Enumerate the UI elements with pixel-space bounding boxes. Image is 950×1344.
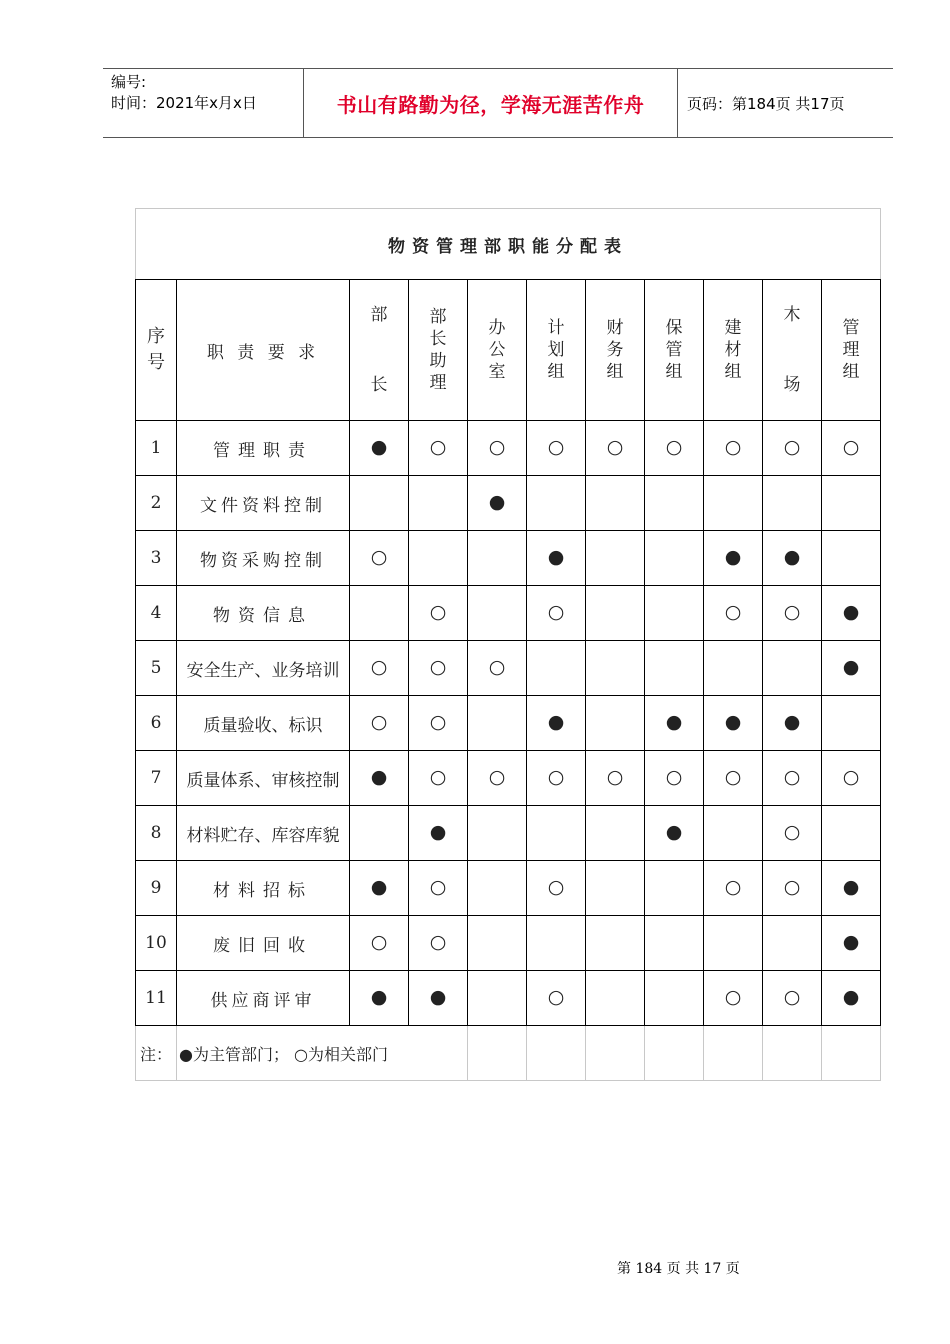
related-dept-mark: ○ — [527, 751, 586, 806]
table-row — [136, 641, 881, 696]
duty-cell: 文件资料控制 — [177, 476, 350, 531]
primary-dept-mark: ● — [527, 531, 586, 586]
seq-cell: 3 — [136, 531, 177, 586]
related-dept-mark: ○ — [763, 751, 822, 806]
seq-cell: 11 — [136, 971, 177, 1026]
table-row — [136, 586, 881, 641]
empty-cell — [350, 806, 409, 861]
primary-dept-mark: ● — [763, 531, 822, 586]
empty-cell — [645, 971, 704, 1026]
related-dept-mark: ○ — [586, 421, 645, 476]
empty-cell — [763, 641, 822, 696]
header-number: 编号: — [111, 73, 147, 91]
seq-cell: 8 — [136, 806, 177, 861]
primary-dept-mark: ● — [704, 696, 763, 751]
duty-cell: 质量验收、标识 — [177, 696, 350, 751]
related-dept-mark: ○ — [763, 971, 822, 1026]
related-dept-mark: ○ — [763, 861, 822, 916]
related-dept-mark: ○ — [704, 861, 763, 916]
legend-label: 注： — [136, 1026, 177, 1081]
header-page-cell — [678, 69, 893, 137]
primary-dept-mark: ● — [763, 696, 822, 751]
empty-cell — [527, 916, 586, 971]
empty-cell — [645, 861, 704, 916]
related-dept-mark: ○ — [468, 751, 527, 806]
related-dept-mark: ○ — [409, 751, 468, 806]
dept-header: 保管组 — [645, 280, 704, 421]
seq-cell: 6 — [136, 696, 177, 751]
empty-cell — [704, 476, 763, 531]
related-dept-mark: ○ — [527, 421, 586, 476]
empty-cell — [645, 641, 704, 696]
primary-dept-mark: ● — [822, 971, 881, 1026]
seq-cell: 2 — [136, 476, 177, 531]
empty-cell — [468, 696, 527, 751]
seq-cell: 4 — [136, 586, 177, 641]
related-dept-mark: ○ — [704, 586, 763, 641]
related-dept-mark: ○ — [527, 861, 586, 916]
related-dept-mark: ○ — [527, 586, 586, 641]
empty-cell — [468, 971, 527, 1026]
duty-header: 职 责 要 求 — [177, 280, 350, 421]
related-dept-mark: ○ — [763, 421, 822, 476]
related-dept-mark: ○ — [350, 531, 409, 586]
primary-dept-mark: ● — [350, 421, 409, 476]
page-footer: 第 184 页 共 17 页 — [617, 1261, 740, 1277]
dept-header: 办公室 — [468, 280, 527, 421]
empty-cell — [409, 531, 468, 586]
related-dept-mark: ○ — [704, 751, 763, 806]
duty-cell: 废旧回收 — [177, 916, 350, 971]
duty-cell: 管理职责 — [177, 421, 350, 476]
table-row — [136, 751, 881, 806]
empty-cell — [468, 806, 527, 861]
duty-cell: 物资采购控制 — [177, 531, 350, 586]
empty-cell — [468, 586, 527, 641]
empty-cell — [704, 1026, 763, 1081]
related-dept-mark: ○ — [822, 421, 881, 476]
header-time: 时间：2021年x月x日 — [111, 94, 257, 112]
primary-dept-mark: ● — [822, 916, 881, 971]
related-dept-mark: ○ — [527, 971, 586, 1026]
primary-dept-mark: ● — [645, 806, 704, 861]
empty-cell — [645, 531, 704, 586]
related-dept-mark: ○ — [704, 421, 763, 476]
header-motto: 书山有路勤为径，学海无涯苦作舟 — [336, 92, 645, 117]
related-dept-mark: ○ — [645, 421, 704, 476]
empty-cell — [586, 1026, 645, 1081]
dept-header: 部长 — [350, 280, 409, 421]
duty-cell: 材料招标 — [177, 861, 350, 916]
duty-cell: 质量体系、审核控制 — [177, 751, 350, 806]
empty-cell — [586, 586, 645, 641]
empty-cell — [822, 696, 881, 751]
table-row — [136, 421, 881, 476]
related-dept-mark: ○ — [763, 806, 822, 861]
primary-dept-mark: ● — [350, 751, 409, 806]
table-row — [136, 971, 881, 1026]
related-dept-mark: ○ — [468, 641, 527, 696]
primary-dept-mark: ● — [645, 696, 704, 751]
dept-header: 部长助理 — [409, 280, 468, 421]
duty-cell: 供应商评审 — [177, 971, 350, 1026]
empty-cell — [468, 531, 527, 586]
dept-header: 木场 — [763, 280, 822, 421]
empty-cell — [645, 586, 704, 641]
primary-dept-mark: ● — [409, 806, 468, 861]
empty-cell — [763, 476, 822, 531]
empty-cell — [527, 806, 586, 861]
related-dept-mark: ○ — [350, 641, 409, 696]
seq-cell: 7 — [136, 751, 177, 806]
empty-cell — [645, 476, 704, 531]
empty-cell — [822, 531, 881, 586]
empty-cell — [822, 806, 881, 861]
seq-cell: 9 — [136, 861, 177, 916]
column-header-row — [136, 280, 881, 421]
empty-cell — [586, 531, 645, 586]
empty-cell — [822, 476, 881, 531]
related-dept-mark: ○ — [645, 751, 704, 806]
duty-cell: 材料贮存、库容库貌 — [177, 806, 350, 861]
empty-cell — [586, 971, 645, 1026]
primary-dept-mark: ● — [409, 971, 468, 1026]
empty-cell — [409, 476, 468, 531]
empty-cell — [350, 586, 409, 641]
document-header — [103, 68, 893, 138]
related-dept-mark: ○ — [822, 751, 881, 806]
primary-dept-mark: ● — [704, 531, 763, 586]
empty-cell — [468, 861, 527, 916]
empty-cell — [822, 1026, 881, 1081]
function-allocation-table — [135, 208, 881, 1081]
empty-cell — [350, 476, 409, 531]
primary-dept-mark: ● — [468, 476, 527, 531]
seq-cell: 1 — [136, 421, 177, 476]
duty-cell: 安全生产、业务培训 — [177, 641, 350, 696]
empty-cell — [527, 1026, 586, 1081]
primary-dept-mark: ● — [822, 641, 881, 696]
header-page-number: 页码：第184页 共17页 — [687, 94, 845, 113]
dept-header: 计划组 — [527, 280, 586, 421]
primary-dept-mark: ● — [350, 971, 409, 1026]
primary-dept-mark: ● — [822, 586, 881, 641]
empty-cell — [586, 861, 645, 916]
empty-cell — [468, 916, 527, 971]
seq-header: 序号 — [136, 280, 177, 421]
table-row — [136, 861, 881, 916]
related-dept-mark: ○ — [763, 586, 822, 641]
header-meta — [103, 69, 304, 137]
related-dept-mark: ○ — [704, 971, 763, 1026]
primary-dept-mark: ● — [350, 861, 409, 916]
related-dept-mark: ○ — [468, 421, 527, 476]
related-dept-mark: ○ — [350, 696, 409, 751]
empty-cell — [586, 641, 645, 696]
related-dept-mark: ○ — [409, 696, 468, 751]
table-row — [136, 806, 881, 861]
seq-cell: 5 — [136, 641, 177, 696]
table-title: 物资管理部职能分配表 — [136, 209, 881, 280]
related-dept-mark: ○ — [409, 586, 468, 641]
empty-cell — [645, 1026, 704, 1081]
empty-cell — [527, 476, 586, 531]
table-row — [136, 696, 881, 751]
legend-row — [136, 1026, 881, 1081]
empty-cell — [586, 696, 645, 751]
related-dept-mark: ○ — [409, 861, 468, 916]
related-dept-mark: ○ — [409, 916, 468, 971]
empty-cell — [586, 476, 645, 531]
dept-header: 管理组 — [822, 280, 881, 421]
table-row — [136, 476, 881, 531]
empty-cell — [586, 806, 645, 861]
primary-dept-mark: ● — [822, 861, 881, 916]
table-row — [136, 531, 881, 586]
empty-cell — [763, 1026, 822, 1081]
empty-cell — [704, 806, 763, 861]
legend-text: ●为主管部门； ○为相关部门 — [177, 1026, 468, 1081]
empty-cell — [645, 916, 704, 971]
related-dept-mark: ○ — [409, 641, 468, 696]
table-row — [136, 916, 881, 971]
empty-cell — [586, 916, 645, 971]
dept-header: 建材组 — [704, 280, 763, 421]
dept-header: 财务组 — [586, 280, 645, 421]
header-motto-cell — [304, 69, 678, 137]
empty-cell — [704, 641, 763, 696]
related-dept-mark: ○ — [409, 421, 468, 476]
empty-cell — [763, 916, 822, 971]
duty-cell: 物资信息 — [177, 586, 350, 641]
empty-cell — [704, 916, 763, 971]
empty-cell — [527, 641, 586, 696]
related-dept-mark: ○ — [350, 916, 409, 971]
primary-dept-mark: ● — [527, 696, 586, 751]
empty-cell — [468, 1026, 527, 1081]
related-dept-mark: ○ — [586, 751, 645, 806]
seq-cell: 10 — [136, 916, 177, 971]
